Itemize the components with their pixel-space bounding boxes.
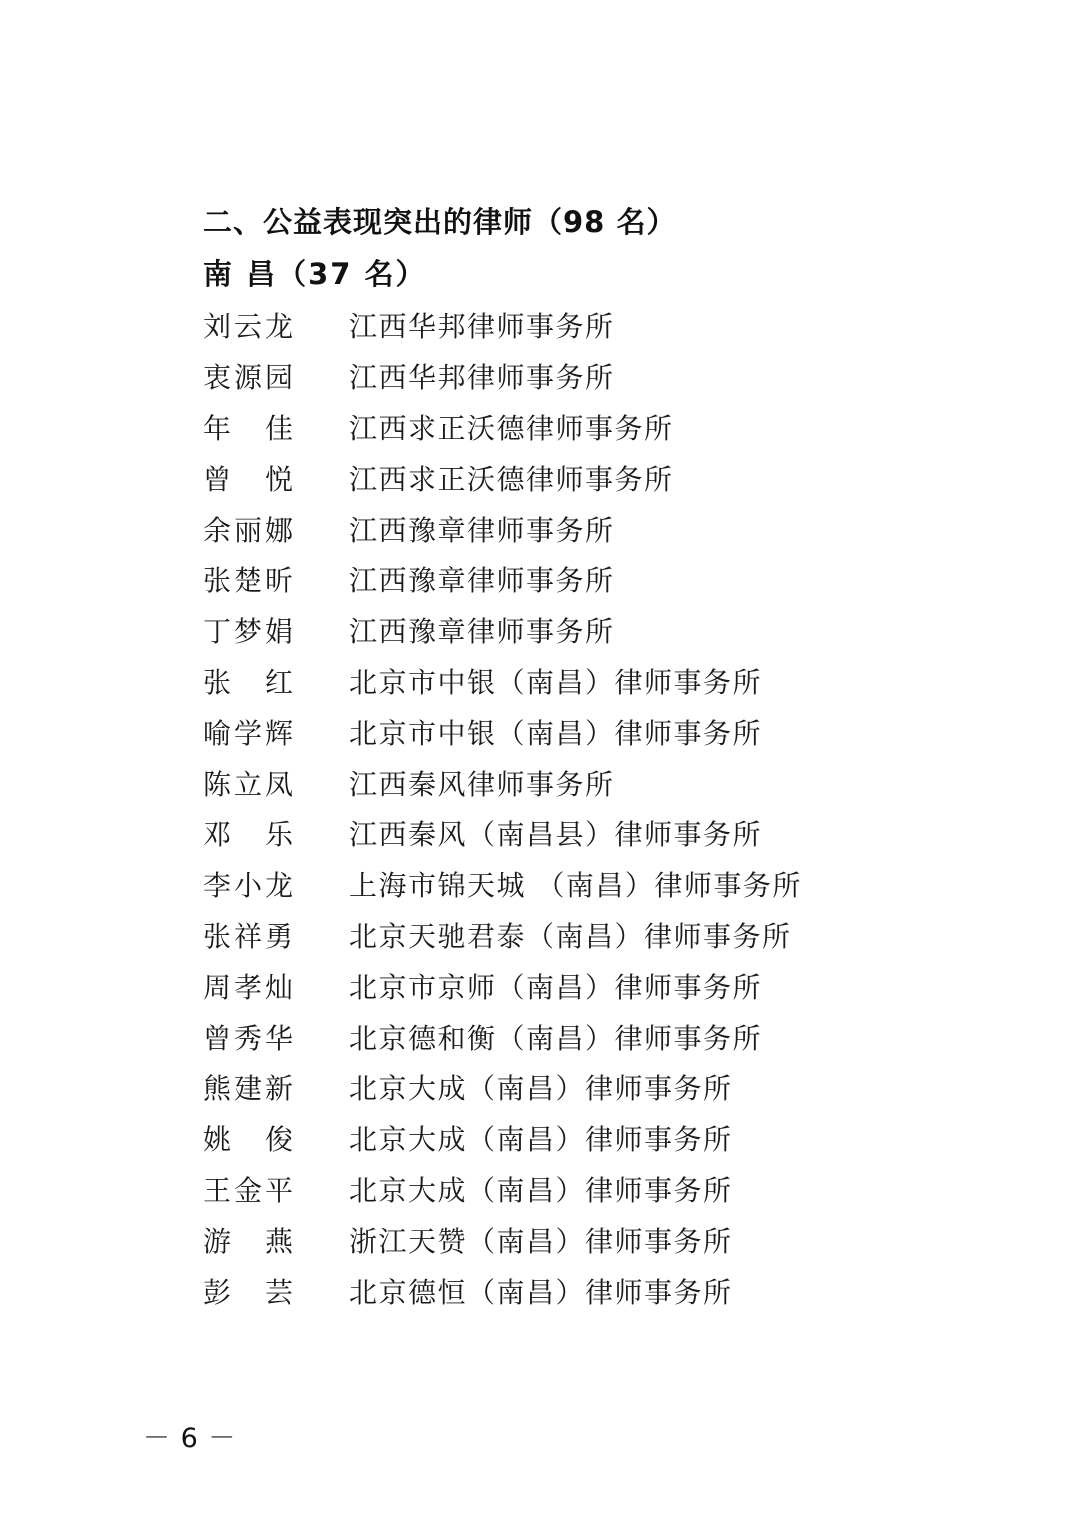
law-firm: 北京大成（南昌）律师事务所 — [349, 1072, 733, 1106]
lawyer-name: 张红 — [203, 665, 293, 699]
law-firm: 江西秦风律师事务所 — [349, 767, 615, 801]
lawyer-name: 彭芸 — [203, 1275, 293, 1309]
law-firm: 北京德恒（南昌）律师事务所 — [349, 1275, 733, 1309]
lawyer-name: 年佳 — [203, 411, 293, 445]
lawyer-name: 邓乐 — [203, 818, 293, 852]
list-item — [203, 1214, 1023, 1265]
law-firm: 北京德和衡（南昌）律师事务所 — [349, 1021, 763, 1055]
lawyer-name: 余丽娜 — [203, 513, 293, 547]
list-item — [203, 1011, 1023, 1062]
list-item — [203, 452, 1023, 503]
lawyer-name: 游燕 — [203, 1224, 293, 1258]
law-firm: 北京大成（南昌）律师事务所 — [349, 1173, 733, 1207]
lawyer-name: 丁梦娟 — [203, 615, 293, 649]
list-item — [203, 554, 1023, 605]
list-item — [203, 402, 1023, 453]
lawyer-name: 熊建新 — [203, 1072, 293, 1106]
law-firm: 江西豫章律师事务所 — [349, 513, 615, 547]
list-item — [203, 910, 1023, 961]
list-item — [203, 808, 1023, 859]
lawyer-name: 曾悦 — [203, 462, 293, 496]
list-item — [203, 1113, 1023, 1164]
law-firm: 北京市中银（南昌）律师事务所 — [349, 665, 763, 699]
list-item — [203, 1062, 1023, 1113]
law-firm: 江西秦风（南昌县）律师事务所 — [349, 818, 763, 852]
lawyer-name: 姚俊 — [203, 1123, 293, 1157]
lawyer-name: 刘云龙 — [203, 310, 293, 344]
list-item — [203, 605, 1023, 656]
law-firm: 上海市锦天城 （南昌）律师事务所 — [349, 869, 802, 903]
list-item — [203, 1164, 1023, 1215]
lawyer-name: 曾秀华 — [203, 1021, 293, 1055]
list-item — [203, 1265, 1023, 1316]
law-firm: 北京市中银（南昌）律师事务所 — [349, 716, 763, 750]
law-firm: 北京天驰君泰（南昌）律师事务所 — [349, 919, 792, 953]
law-firm: 江西华邦律师事务所 — [349, 310, 615, 344]
lawyer-name: 陈立凤 — [203, 767, 293, 801]
section-title: 二、公益表现突出的律师（98 名） — [203, 205, 677, 239]
law-firm: 浙江天赞（南昌）律师事务所 — [349, 1224, 733, 1258]
law-firm: 江西豫章律师事务所 — [349, 615, 615, 649]
list-item — [203, 656, 1023, 707]
lawyer-name: 张楚昕 — [203, 564, 293, 598]
list-item — [203, 300, 1023, 351]
page-number: － 6 － — [143, 1423, 237, 1454]
lawyer-name: 喻学辉 — [203, 716, 293, 750]
lawyer-list — [203, 300, 1023, 1316]
list-item — [203, 859, 1023, 910]
list-item — [203, 503, 1023, 554]
lawyer-name: 李小龙 — [203, 869, 293, 903]
law-firm: 北京市京师（南昌）律师事务所 — [349, 970, 763, 1004]
lawyer-name: 张祥勇 — [203, 919, 293, 953]
law-firm: 江西华邦律师事务所 — [349, 361, 615, 395]
lawyer-name: 周孝灿 — [203, 970, 293, 1004]
list-item — [203, 960, 1023, 1011]
list-item — [203, 706, 1023, 757]
law-firm: 江西求正沃德律师事务所 — [349, 411, 674, 445]
lawyer-name: 衷源园 — [203, 361, 293, 395]
list-item — [203, 351, 1023, 402]
lawyer-name: 王金平 — [203, 1173, 293, 1207]
law-firm: 江西豫章律师事务所 — [349, 564, 615, 598]
law-firm: 江西求正沃德律师事务所 — [349, 462, 674, 496]
list-item — [203, 757, 1023, 808]
region-title: 南 昌（37 名） — [203, 257, 427, 291]
law-firm: 北京大成（南昌）律师事务所 — [349, 1123, 733, 1157]
